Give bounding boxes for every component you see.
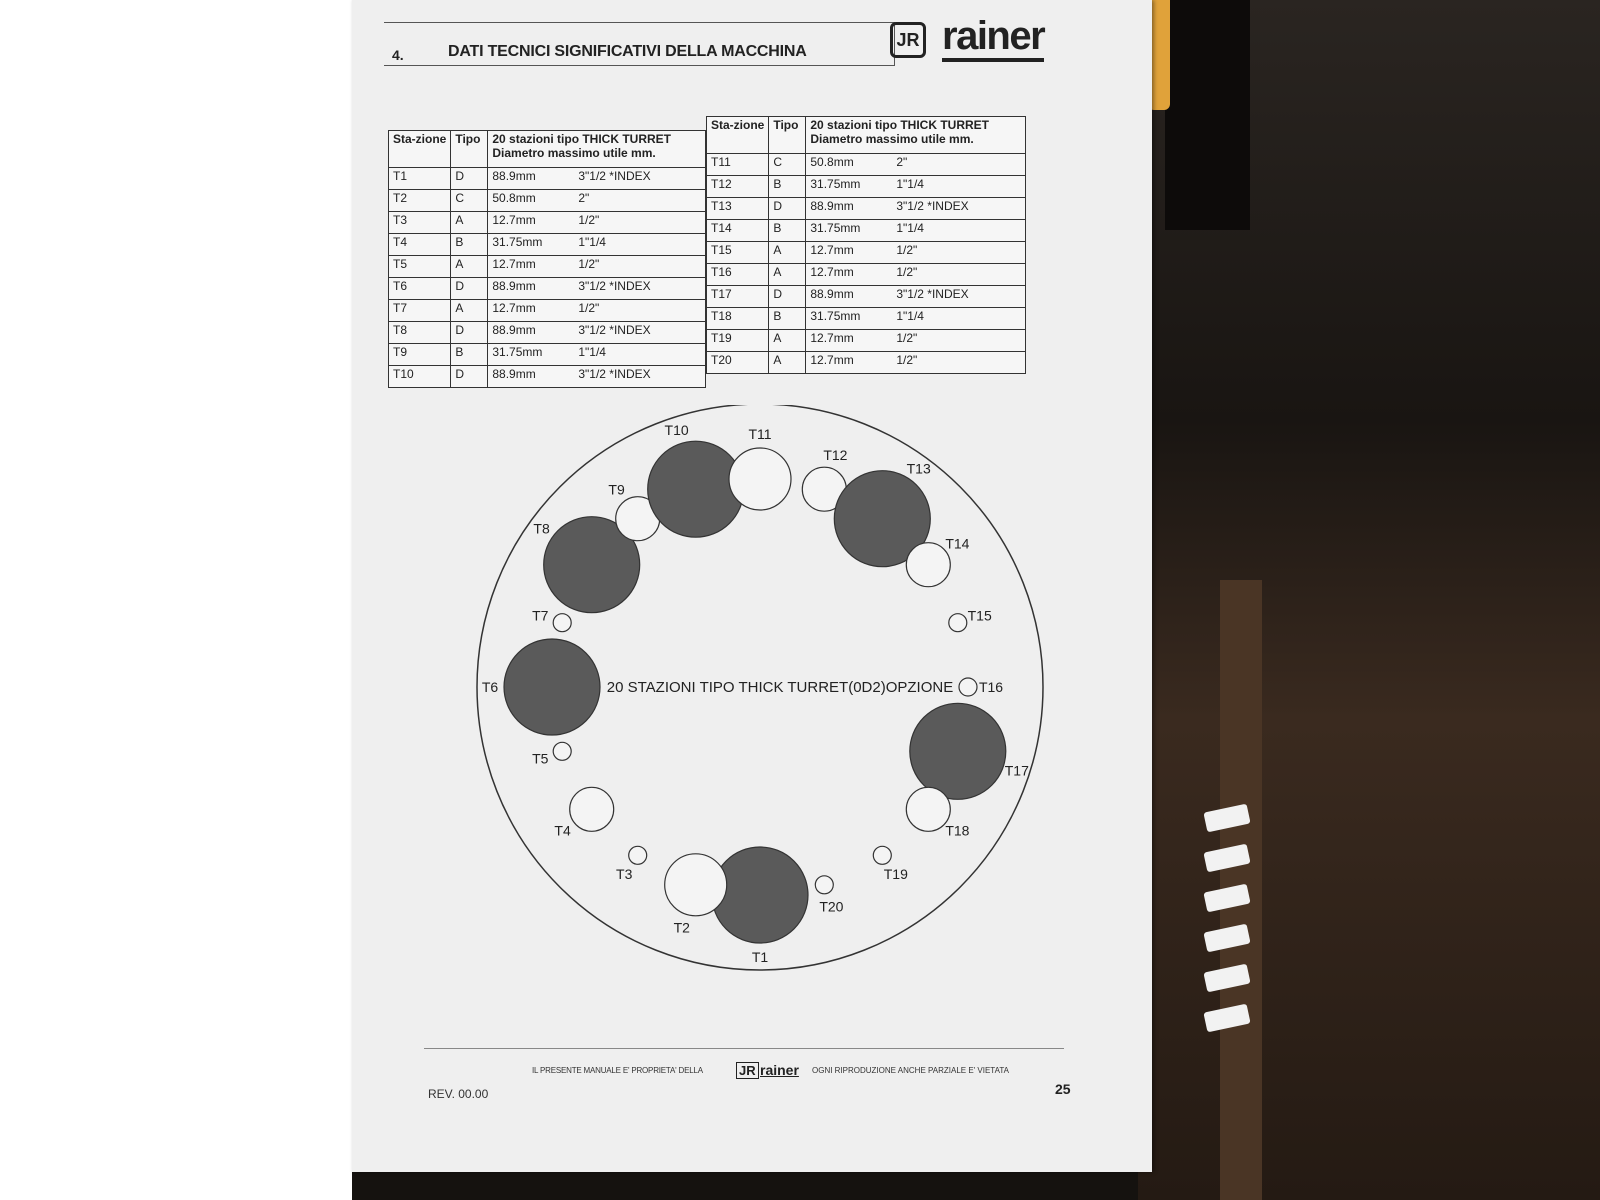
diameter-cell [488, 234, 706, 256]
diameter-cell [806, 220, 1026, 242]
diameter-inch: 1"1/4 [896, 221, 924, 235]
table-row [389, 168, 706, 190]
type-cell: B [769, 308, 806, 330]
column-header-description [806, 117, 1026, 154]
diameter-inch: 1/2" [896, 243, 918, 257]
footer-ownership-text: IL PRESENTE MANUALE E' PROPRIETA' DELLA [532, 1066, 703, 1075]
station-label-t19: T19 [883, 865, 908, 882]
description-line-2: Diametro massimo utile mm. [810, 132, 974, 146]
diameter-cell [488, 344, 706, 366]
station-label-t20: T20 [819, 898, 844, 915]
diameter-inch: 1/2" [896, 265, 918, 279]
station-circle-t2 [665, 854, 727, 916]
diameter-mm: 31.75mm [492, 235, 543, 249]
diameter-mm: 88.9mm [810, 287, 854, 301]
station-cell: T2 [389, 190, 451, 212]
type-cell: B [769, 220, 806, 242]
type-cell: A [769, 242, 806, 264]
stations-table-left [388, 130, 706, 388]
station-label-t16: T16 [978, 679, 1004, 695]
type-cell: B [451, 234, 488, 256]
column-header-type: Tipo [769, 117, 806, 154]
diameter-cell [488, 366, 706, 388]
station-circle-t5 [553, 742, 571, 760]
diameter-mm: 31.75mm [810, 309, 861, 323]
diameter-inch: 2" [578, 191, 590, 205]
diameter-mm: 12.7mm [492, 301, 536, 315]
diameter-cell [806, 308, 1026, 330]
station-label-t6: T6 [481, 679, 499, 695]
station-label-t2: T2 [673, 919, 690, 936]
type-cell: B [769, 176, 806, 198]
diameter-cell [488, 190, 706, 212]
diameter-cell [488, 300, 706, 322]
diameter-cell [806, 352, 1026, 374]
diameter-mm: 88.9mm [810, 199, 854, 213]
table-row [389, 366, 706, 388]
diameter-cell [806, 154, 1026, 176]
table-row [389, 344, 706, 366]
station-label-t13: T13 [906, 460, 931, 477]
diameter-cell [806, 286, 1026, 308]
table-row [707, 352, 1026, 374]
station-cell: T6 [389, 278, 451, 300]
diameter-cell [488, 168, 706, 190]
table-row [707, 308, 1026, 330]
diameter-mm: 88.9mm [492, 279, 536, 293]
diameter-cell [806, 198, 1026, 220]
footer-copy-text: OGNI RIPRODUZIONE ANCHE PARZIALE E' VIETATA [812, 1066, 1009, 1075]
column-header-station: Sta-zione [707, 117, 769, 154]
diameter-mm: 12.7mm [810, 265, 854, 279]
station-cell: T3 [389, 212, 451, 234]
column-header-station: Sta-zione [389, 131, 451, 168]
description-line-2: Diametro massimo utile mm. [492, 146, 656, 160]
diameter-inch: 2" [896, 155, 908, 169]
station-cell: T4 [389, 234, 451, 256]
diameter-inch: 1/2" [578, 301, 600, 315]
background-left [0, 0, 352, 1200]
diameter-inch: 3"1/2 *INDEX [578, 323, 651, 337]
station-cell: T8 [389, 322, 451, 344]
station-cell: T11 [707, 154, 769, 176]
table-row [707, 286, 1026, 308]
station-label-t9: T9 [608, 481, 625, 498]
manual-page [352, 0, 1152, 1172]
footer-rule [424, 1048, 1064, 1049]
table-row [707, 242, 1026, 264]
station-cell: T7 [389, 300, 451, 322]
station-label-t17: T17 [1004, 762, 1029, 779]
chapter-number: 4. [392, 47, 404, 63]
diameter-cell [488, 278, 706, 300]
diameter-inch: 1"1/4 [896, 177, 924, 191]
station-circle-t20 [815, 876, 833, 894]
station-circle-t4 [570, 787, 614, 831]
table-row [707, 220, 1026, 242]
type-cell: D [451, 322, 488, 344]
station-label-t3: T3 [616, 865, 633, 882]
station-cell: T13 [707, 198, 769, 220]
station-label-t14: T14 [945, 535, 970, 552]
diameter-mm: 50.8mm [810, 155, 854, 169]
diameter-cell [806, 242, 1026, 264]
diameter-inch: 3"1/2 *INDEX [896, 199, 969, 213]
station-circle-t18 [906, 787, 950, 831]
type-cell: A [451, 256, 488, 278]
table-row [707, 176, 1026, 198]
station-circle-t6 [504, 639, 600, 735]
type-cell: A [451, 300, 488, 322]
table-row [389, 234, 706, 256]
diameter-mm: 31.75mm [492, 345, 543, 359]
station-circle-t14 [906, 543, 950, 587]
station-cell: T18 [707, 308, 769, 330]
type-cell: A [769, 264, 806, 286]
description-line-1: 20 stazioni tipo THICK TURRET [810, 118, 990, 132]
column-header-type: Tipo [451, 131, 488, 168]
station-label-t15: T15 [967, 607, 992, 624]
footer-wordmark: rainer [760, 1062, 799, 1078]
diameter-mm: 88.9mm [492, 169, 536, 183]
station-cell: T16 [707, 264, 769, 286]
diameter-inch: 1"1/4 [896, 309, 924, 323]
station-label-t18: T18 [945, 822, 970, 839]
diameter-cell [806, 176, 1026, 198]
table-row [389, 278, 706, 300]
rainer-wordmark: rainer [942, 14, 1044, 62]
turret-diagram [470, 405, 1050, 985]
station-circle-t19 [873, 846, 891, 864]
station-cell: T15 [707, 242, 769, 264]
diameter-inch: 3"1/2 *INDEX [578, 169, 651, 183]
diameter-mm: 31.75mm [810, 177, 861, 191]
station-cell: T12 [707, 176, 769, 198]
station-label-t1: T1 [751, 949, 769, 965]
station-circle-t3 [629, 846, 647, 864]
binder-spine [1165, 0, 1250, 230]
type-cell: D [769, 286, 806, 308]
station-circle-t16 [959, 678, 977, 696]
diameter-mm: 88.9mm [492, 323, 536, 337]
type-cell: D [769, 198, 806, 220]
station-label-t5: T5 [532, 750, 549, 767]
table-row [707, 264, 1026, 286]
station-circle-t11 [729, 448, 791, 510]
diameter-inch: 1"1/4 [578, 345, 606, 359]
diameter-mm: 12.7mm [810, 243, 854, 257]
station-cell: T1 [389, 168, 451, 190]
diameter-mm: 12.7mm [810, 353, 854, 367]
type-cell: D [451, 366, 488, 388]
table-row [707, 330, 1026, 352]
station-circle-t1 [712, 847, 808, 943]
diameter-mm: 12.7mm [492, 257, 536, 271]
diameter-inch: 1/2" [578, 213, 600, 227]
type-cell: B [451, 344, 488, 366]
station-label-t12: T12 [823, 446, 848, 463]
station-circle-t10 [648, 441, 744, 537]
station-cell: T10 [389, 366, 451, 388]
type-cell: A [769, 330, 806, 352]
diameter-mm: 50.8mm [492, 191, 536, 205]
diameter-cell [488, 322, 706, 344]
diameter-cell [806, 330, 1026, 352]
table-row [389, 322, 706, 344]
station-circle-t15 [949, 614, 967, 632]
diameter-mm: 88.9mm [492, 367, 536, 381]
footer-logo-icon: JR [736, 1062, 759, 1079]
diameter-cell [488, 212, 706, 234]
table-row [389, 256, 706, 278]
diameter-inch: 3"1/2 *INDEX [578, 367, 651, 381]
diameter-cell [806, 264, 1026, 286]
station-cell: T19 [707, 330, 769, 352]
station-label-t7: T7 [532, 607, 549, 624]
station-label-t8: T8 [533, 520, 550, 537]
type-cell: D [451, 278, 488, 300]
diameter-inch: 1/2" [896, 331, 918, 345]
diameter-inch: 1/2" [578, 257, 600, 271]
type-cell: D [451, 168, 488, 190]
revision-label: REV. 00.00 [428, 1087, 489, 1101]
station-cell: T20 [707, 352, 769, 374]
station-cell: T14 [707, 220, 769, 242]
diameter-cell [488, 256, 706, 278]
table-row [389, 300, 706, 322]
type-cell: A [451, 212, 488, 234]
type-cell: C [769, 154, 806, 176]
diagram-center-label: 20 STAZIONI TIPO THICK TURRET(0D2)OPZIONE [606, 679, 954, 696]
station-cell: T5 [389, 256, 451, 278]
type-cell: C [451, 190, 488, 212]
station-label-t11: T11 [748, 426, 772, 442]
station-circle-t7 [553, 614, 571, 632]
station-circle-t17 [910, 703, 1006, 799]
diameter-inch: 3"1/2 *INDEX [578, 279, 651, 293]
diameter-inch: 3"1/2 *INDEX [896, 287, 969, 301]
table-row [389, 190, 706, 212]
diameter-inch: 1"1/4 [578, 235, 606, 249]
diameter-mm: 31.75mm [810, 221, 861, 235]
chapter-title: DATI TECNICI SIGNIFICATIVI DELLA MACCHINA [448, 43, 807, 60]
station-cell: T9 [389, 344, 451, 366]
stations-table-right [706, 116, 1026, 374]
diameter-mm: 12.7mm [810, 331, 854, 345]
diameter-mm: 12.7mm [492, 213, 536, 227]
description-line-1: 20 stazioni tipo THICK TURRET [492, 132, 672, 146]
table-row [707, 198, 1026, 220]
diameter-inch: 1/2" [896, 353, 918, 367]
type-cell: A [769, 352, 806, 374]
page-number: 25 [1055, 1081, 1071, 1097]
station-label-t10: T10 [664, 422, 689, 439]
column-header-description [488, 131, 706, 168]
table-row [389, 212, 706, 234]
station-label-t4: T4 [554, 822, 571, 839]
station-cell: T17 [707, 286, 769, 308]
rainer-logo-icon: JR [890, 22, 926, 58]
table-row [707, 154, 1026, 176]
